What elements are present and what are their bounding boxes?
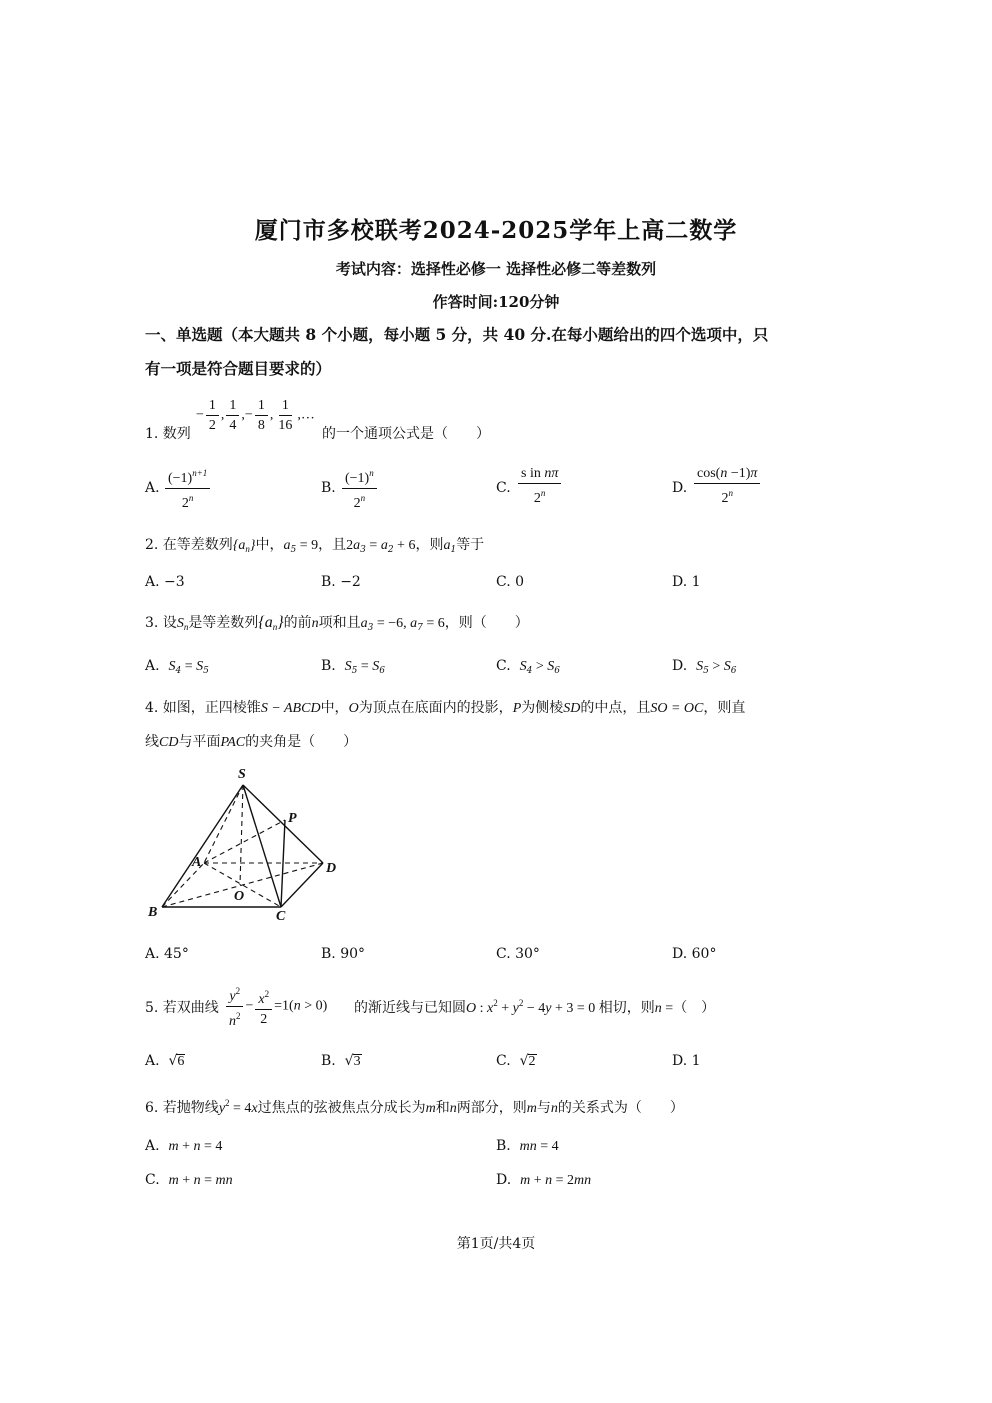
q4-option-d: D. 60°: [672, 946, 717, 962]
q1-option-c-label: C.: [496, 480, 511, 496]
q2-option-c: C. 0: [496, 574, 525, 590]
q3-option-c: C. $S_4 > S_6$: [496, 658, 560, 676]
figure-label-o: O: [234, 889, 245, 904]
q5-option-a: A. √6: [145, 1053, 185, 1069]
q1-option-c: $\frac{\text{s in nπ}}{2^n}$: [516, 465, 563, 507]
question-1-prefix: 1. 数列: [145, 426, 191, 442]
page-title: 厦门市多校联考2024-2025学年上高二数学: [254, 217, 738, 244]
section-heading-line2: 有一项是符合题目要求的）: [145, 359, 332, 378]
q5-option-c: C. √2: [496, 1053, 536, 1069]
question-5-hyperbola: $\frac{y^2}{n^2}$ − $\frac{x^2}{2}$ =1(n > 0): [224, 983, 327, 1030]
q4-option-c: C. 30°: [496, 946, 540, 962]
question-4-line2: 线CD与平面PAC的夹角是（ ）: [145, 734, 358, 750]
q3-option-b: B. $S_5 = S_6$: [321, 658, 386, 676]
figure-label-s: S: [238, 767, 246, 782]
figure-label-c: C: [276, 909, 286, 924]
q1-option-a-label: A.: [145, 480, 160, 496]
figure-label-p: P: [288, 811, 297, 826]
q5-option-d: D. 1: [672, 1053, 701, 1069]
question-6: 6. 若抛物线$y^2 = 4x$过焦点的弦被焦点分成长为m和n两部分，则m与n的关系式为（ ）: [145, 1098, 684, 1116]
q5-option-b: B. √3: [321, 1053, 361, 1069]
question-2: 2. 在等差数列$\{a_n\}$中，$a_5 = 9$，且$2a_3 = a_2 + 6$，则$a_1$等于: [145, 537, 485, 555]
exam-content: 考试内容：选择性必修一 选择性必修二等差数列: [335, 260, 657, 278]
q3-option-d: D. $S_5 > S_6$: [672, 658, 737, 676]
pyramid-figure: [140, 760, 350, 925]
q6-option-b: B. mn = 4: [496, 1138, 559, 1154]
page-footer: 第1页/共4页: [456, 1236, 536, 1252]
q1-option-d-label: D.: [672, 480, 688, 496]
figure-label-a: A: [192, 855, 202, 870]
question-4-line1: 4. 如图，正四棱锥S − ABCD中，O为顶点在底面内的投影，P为侧棱SD的中点，且SO = OC，则直: [145, 700, 746, 716]
q1-option-b: $\frac{(-1)^n}{2^n}$: [340, 465, 379, 512]
q2-option-a: A. −3: [145, 574, 185, 590]
q1-option-a: $\frac{(-1)^{n+1}}{2^n}$: [163, 465, 212, 512]
q1-option-d: $\frac{\cos(n -1)\pi}{2^n}$: [692, 465, 762, 507]
figure-label-d: D: [326, 861, 337, 876]
figure-label-b: B: [148, 905, 158, 920]
section-heading-line1: 一、单选题（本大题共 8 个小题，每小题 5 分，共 40 分.在每小题给出的四个选项中，只: [145, 325, 769, 344]
q2-option-d: D. 1: [672, 574, 701, 590]
question-5-prefix: 5. 若双曲线: [145, 1000, 219, 1016]
q3-option-a: A. $S_4 = S_5$: [145, 658, 209, 676]
q6-option-d: D. m + n = 2mn: [496, 1172, 592, 1188]
q4-option-b: B. 90°: [321, 946, 366, 962]
question-1-suffix: 的一个通项公式是（ ）: [322, 426, 490, 442]
q6-option-a: A. m + n = 4: [145, 1138, 223, 1154]
question-1-sequence: − $\frac{1}{2}$ , $\frac{1}{4}$ ,− $\frac{1}{8}$ , $\frac{1}{16}$ ,…: [196, 398, 315, 433]
q4-option-a: A. 45°: [145, 946, 189, 962]
q6-option-c: C. m + n = mn: [145, 1172, 233, 1188]
question-5-rest: 的渐近线与已知圆O : $x^2 + y^2 - 4y + 3 = 0$ 相切，则n =（ ）: [354, 998, 716, 1016]
question-3: 3. 设$S_n$是等差数列$\{a_n\}$的前n项和且$a_3 = -6$, $a_7 = 6$，则（ ）: [145, 614, 529, 633]
q1-option-b-label: B.: [321, 480, 336, 496]
exam-time: 作答时间:120分钟: [432, 293, 560, 311]
q2-option-b: B. −2: [321, 574, 361, 590]
